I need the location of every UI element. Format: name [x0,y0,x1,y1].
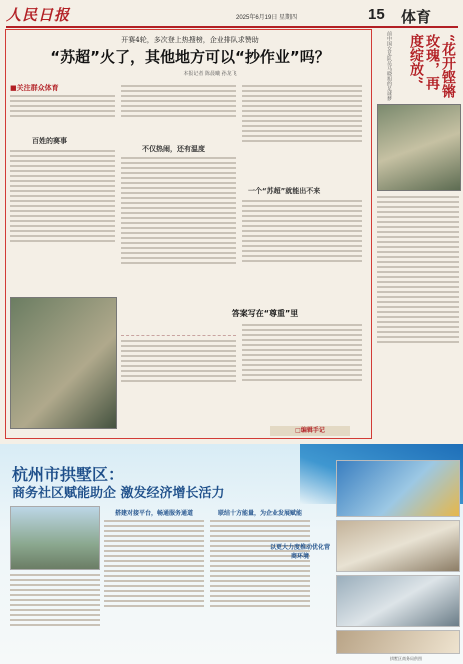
article-photo [10,297,117,429]
advertorial-column-3 [210,518,310,654]
subhead-4: 一个“苏超”就能出不来 [248,187,321,195]
advertorial-photo-right-2 [336,520,460,572]
advertorial-column-1 [10,572,100,654]
section-name: 体育 [401,9,432,26]
subhead-1: ■关注群众体育 [10,84,59,92]
advertorial-section-head-2: 联结十方能量，为企业发展赋能 [217,510,302,517]
advertorial-section-head-3: 以更大力度推动优化营商环境 [270,544,331,560]
article-headline: “苏超”火了，其他地方可以“抄作业”吗？ [50,48,330,66]
masthead [6,4,458,28]
article-column-2a [121,83,236,141]
page-number: 15 [368,6,385,23]
advertorial-photo-right-3 [336,575,460,627]
editor-note-tag: □编辑手记 [270,426,350,436]
advertorial-photo-left [10,506,100,570]
commentary-box [121,335,236,428]
subhead-2: 百姓的赛事 [32,137,67,145]
right-column-meta: 前中国女足队员马晓旭的足球梦 [386,31,392,101]
subhead-3: 不仅热闹，还有温度 [142,145,205,153]
article-byline: 本报记者 陈晨曦 孙龙飞 [183,71,237,77]
issue-date: 2025年6月19日 星期四 [236,15,298,21]
article-column-1a [10,93,115,133]
article-column-3b [242,198,362,303]
article-column-2b [121,155,236,330]
advertorial-photo-right-1 [336,460,460,517]
advertorial-footer: 拱墅区商务局供图 [390,656,422,661]
advertorial-title: 杭州市拱墅区： [12,465,125,484]
advertorial-photo-right-4 [336,630,460,654]
advertorial-section-head-1: 搭建对接平台，畅通服务通道 [114,510,193,517]
right-column-title: “花开铿锵玫瑰，再度绽放” [408,34,456,99]
advertorial-column-2 [104,518,204,654]
right-column-photo [377,104,461,191]
article-kicker: 开赛4轮，多次登上热搜榜，企业排队求赞助 [121,36,259,44]
advertorial-subtitle: 商务社区赋能助企 激发经济增长活力 [12,486,225,501]
article-column-3c [242,322,362,422]
commentary-title: 答案写在“尊重”里 [231,309,299,318]
article-column-1b [10,148,115,293]
right-column-body [377,194,459,434]
newspaper-logo: 人民日报 [6,6,71,24]
article-column-3a [242,83,362,183]
